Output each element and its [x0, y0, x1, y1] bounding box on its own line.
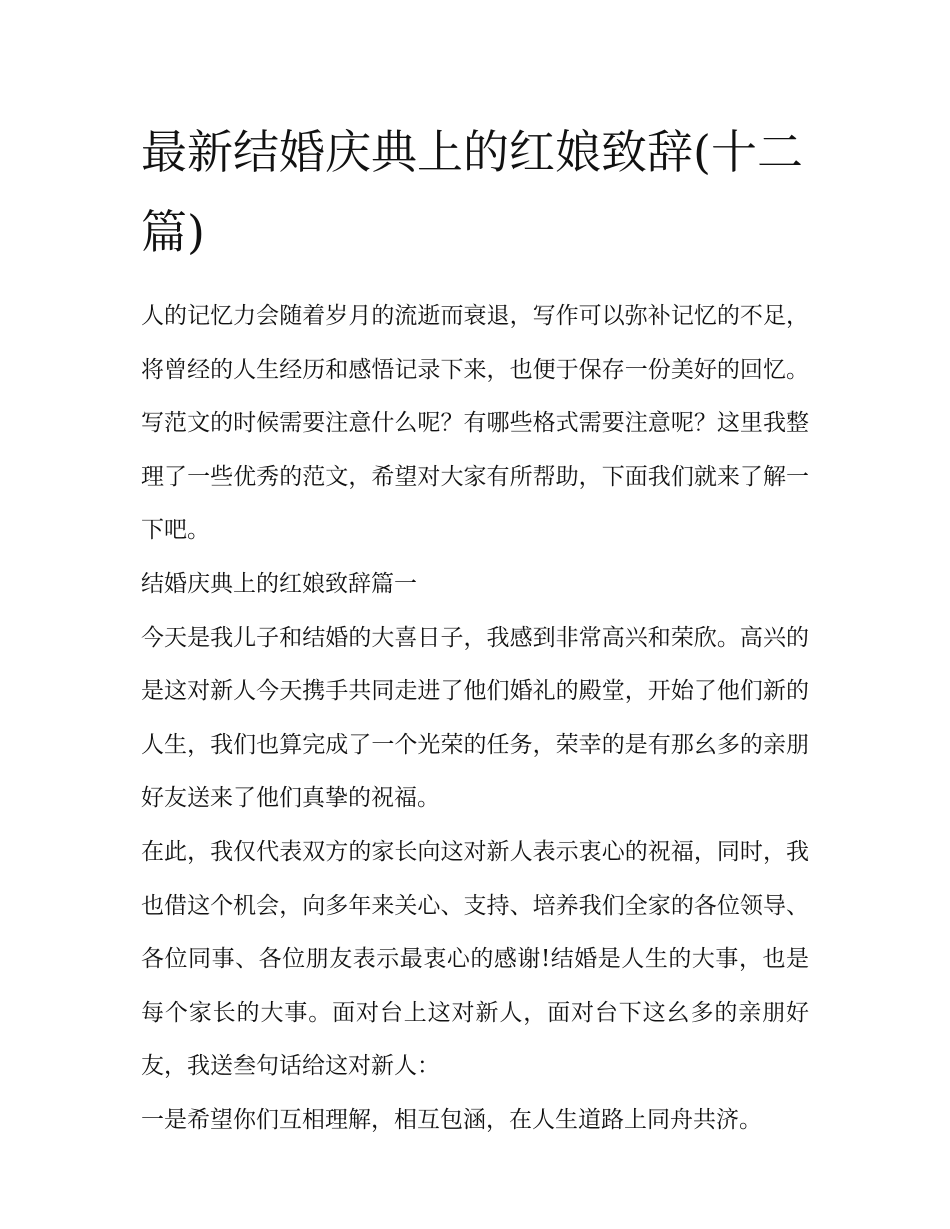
document-page — [141, 112, 809, 1148]
document-title: 最新结婚庆典上的红娘致辞(十二篇) — [141, 125, 803, 259]
body-paragraph-2: 在此，我仅代表双方的家长向这对新人表示衷心的祝福，同时，我也借这个机会，向多年来关心、支持、培养我们全家的各位领导、各位同事、各位朋友表示最衷心的感谢!结婚是人生的大事，也是每个家长的大事。面对台上这对新人，面对台下这幺多的亲朋好友，我送叁句话给这对新人： — [141, 838, 809, 1080]
body-paragraph-3: 一是希望你们互相理解，相互包涵，在人生道路上同舟共济。 — [141, 1106, 762, 1133]
intro-paragraph: 人的记忆力会随着岁月的流逝而衰退，写作可以弥补记忆的不足，将曾经的人生经历和感悟记录下来，也便于保存一份美好的回忆。写范文的时候需要注意什么呢？有哪些格式需要注意呢？这里我整理了一些优秀的范文，希望对大家有所帮助，下面我们就来了解一下吧。 — [141, 303, 809, 544]
body-paragraph-1: 今天是我儿子和结婚的大喜日子，我感到非常高兴和荣欣。高兴的是这对新人今天携手共同走进了他们婚礼的殿堂，开始了他们新的人生，我们也算完成了一个光荣的任务，荣幸的是有那幺多的亲朋好友送来了他们真挚的祝福。 — [141, 624, 809, 812]
section-heading: 结婚庆典上的红娘致辞篇一 — [141, 570, 417, 597]
